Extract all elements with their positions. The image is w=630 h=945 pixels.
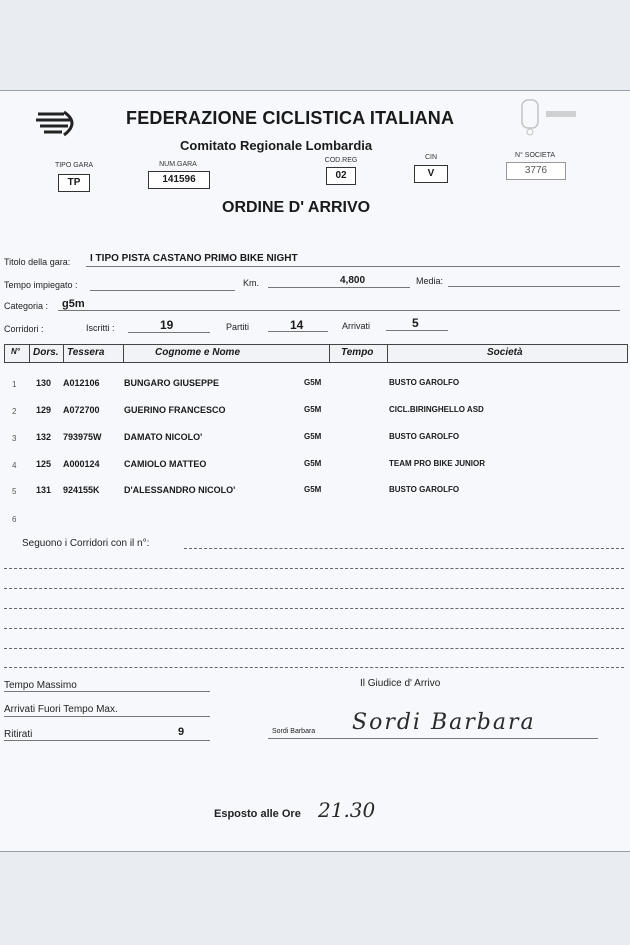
arrivati-line bbox=[386, 330, 448, 331]
cod-reg-label: COD.REG bbox=[324, 157, 358, 164]
judge-name: Sordi Barbara bbox=[272, 728, 316, 735]
ritirati-value: 9 bbox=[178, 726, 185, 738]
signature-line bbox=[268, 738, 598, 739]
table-row: 1 130 A012106 BUNGARO GIUSEPPE G5M BUSTO GAROLFO bbox=[12, 378, 460, 389]
col-tempo: Tempo bbox=[341, 347, 374, 358]
category-value: g5m bbox=[62, 298, 85, 310]
fuori-tempo-line bbox=[4, 716, 210, 717]
table-row: 3 132 793975W DAMATO NICOLO' G5M BUSTO GAROLFO bbox=[12, 432, 460, 443]
dashed-line bbox=[184, 548, 624, 549]
following-riders-label: Seguono i Corridori con il n°: bbox=[22, 538, 150, 549]
col-dors: Dors. bbox=[33, 347, 59, 358]
results-table-header bbox=[4, 344, 628, 363]
num-gara-box: 141596 bbox=[148, 171, 210, 189]
fuori-tempo-label: Arrivati Fuori Tempo Max. bbox=[4, 704, 118, 715]
esposto-label: Esposto alle Ore bbox=[214, 808, 301, 820]
table-row: 6 bbox=[12, 515, 17, 524]
media-line bbox=[448, 286, 620, 287]
ritirati-line bbox=[4, 740, 210, 741]
table-row: 5 131 924155K D'ALESSANDRO NICOLO' G5M BUSTO GAROLFO bbox=[12, 485, 460, 496]
tempo-massimo-label: Tempo Massimo bbox=[4, 680, 77, 691]
num-gara-label: NUM.GARA bbox=[159, 161, 197, 168]
esposto-value: 21.30 bbox=[318, 798, 376, 822]
col-n: N° bbox=[11, 347, 20, 356]
tipo-gara-box: TP bbox=[58, 174, 90, 192]
col-name: Cognome e Nome bbox=[155, 347, 241, 358]
table-row: 2 129 A072700 GUERINO FRANCESCO G5M CICL.BIRINGHELLO ASD bbox=[12, 405, 484, 416]
partiti-label: Partiti bbox=[226, 322, 250, 332]
time-label: Tempo impiegato : bbox=[4, 280, 78, 290]
category-label: Categoria : bbox=[4, 301, 49, 311]
partiti-line bbox=[268, 331, 328, 332]
dashed-line bbox=[4, 628, 624, 629]
tempo-massimo-line bbox=[4, 691, 210, 692]
iscritti-label: Iscritti : bbox=[86, 323, 115, 333]
societa-num-box: 3776 bbox=[506, 162, 566, 180]
km-line bbox=[268, 287, 410, 288]
partiti-value: 14 bbox=[290, 318, 304, 332]
judge-signature: Sordi Barbara bbox=[352, 710, 536, 735]
km-value: 4,800 bbox=[340, 275, 366, 286]
col-tessera: Tessera bbox=[67, 347, 105, 358]
iscritti-line bbox=[128, 332, 210, 333]
arrivati-value: 5 bbox=[412, 316, 419, 330]
cin-label: CIN bbox=[424, 154, 438, 161]
dashed-line bbox=[4, 568, 624, 569]
col-societa: Società bbox=[487, 347, 523, 358]
dashed-line bbox=[4, 667, 624, 668]
riders-label: Corridori : bbox=[4, 324, 44, 334]
time-line bbox=[90, 290, 235, 291]
cin-box: V bbox=[414, 165, 448, 183]
dashed-line bbox=[4, 608, 624, 609]
societa-num-label: N° SOCIETA bbox=[514, 152, 555, 159]
race-title-value: I TIPO PISTA CASTANO PRIMO BIKE NIGHT bbox=[90, 253, 298, 264]
cod-reg-box: 02 bbox=[326, 167, 356, 185]
km-label: Km. bbox=[243, 278, 260, 288]
race-title-label: Titolo della gara: bbox=[4, 257, 71, 267]
federation-title: FEDERAZIONE CICLISTICA ITALIANA bbox=[126, 108, 455, 128]
fci-logo bbox=[34, 108, 82, 138]
document-title: ORDINE D' ARRIVO bbox=[222, 199, 371, 216]
race-title-line bbox=[86, 266, 620, 267]
ritirati-label: Ritirati bbox=[4, 729, 33, 740]
arrivati-label: Arrivati bbox=[342, 321, 371, 331]
dashed-line bbox=[4, 588, 624, 589]
category-line bbox=[58, 310, 620, 311]
table-row: 4 125 A000124 CAMIOLO MATTEO G5M TEAM PRO BIKE JUNIOR bbox=[12, 459, 486, 470]
tipo-gara-label: TIPO GARA bbox=[54, 162, 94, 169]
coni-logo bbox=[516, 96, 586, 136]
dashed-line bbox=[4, 648, 624, 649]
committee-title: Comitato Regionale Lombardia bbox=[180, 138, 373, 153]
giudice-label: Il Giudice d' Arrivo bbox=[360, 678, 441, 689]
iscritti-value: 19 bbox=[160, 318, 174, 332]
media-label: Media: bbox=[416, 276, 444, 286]
